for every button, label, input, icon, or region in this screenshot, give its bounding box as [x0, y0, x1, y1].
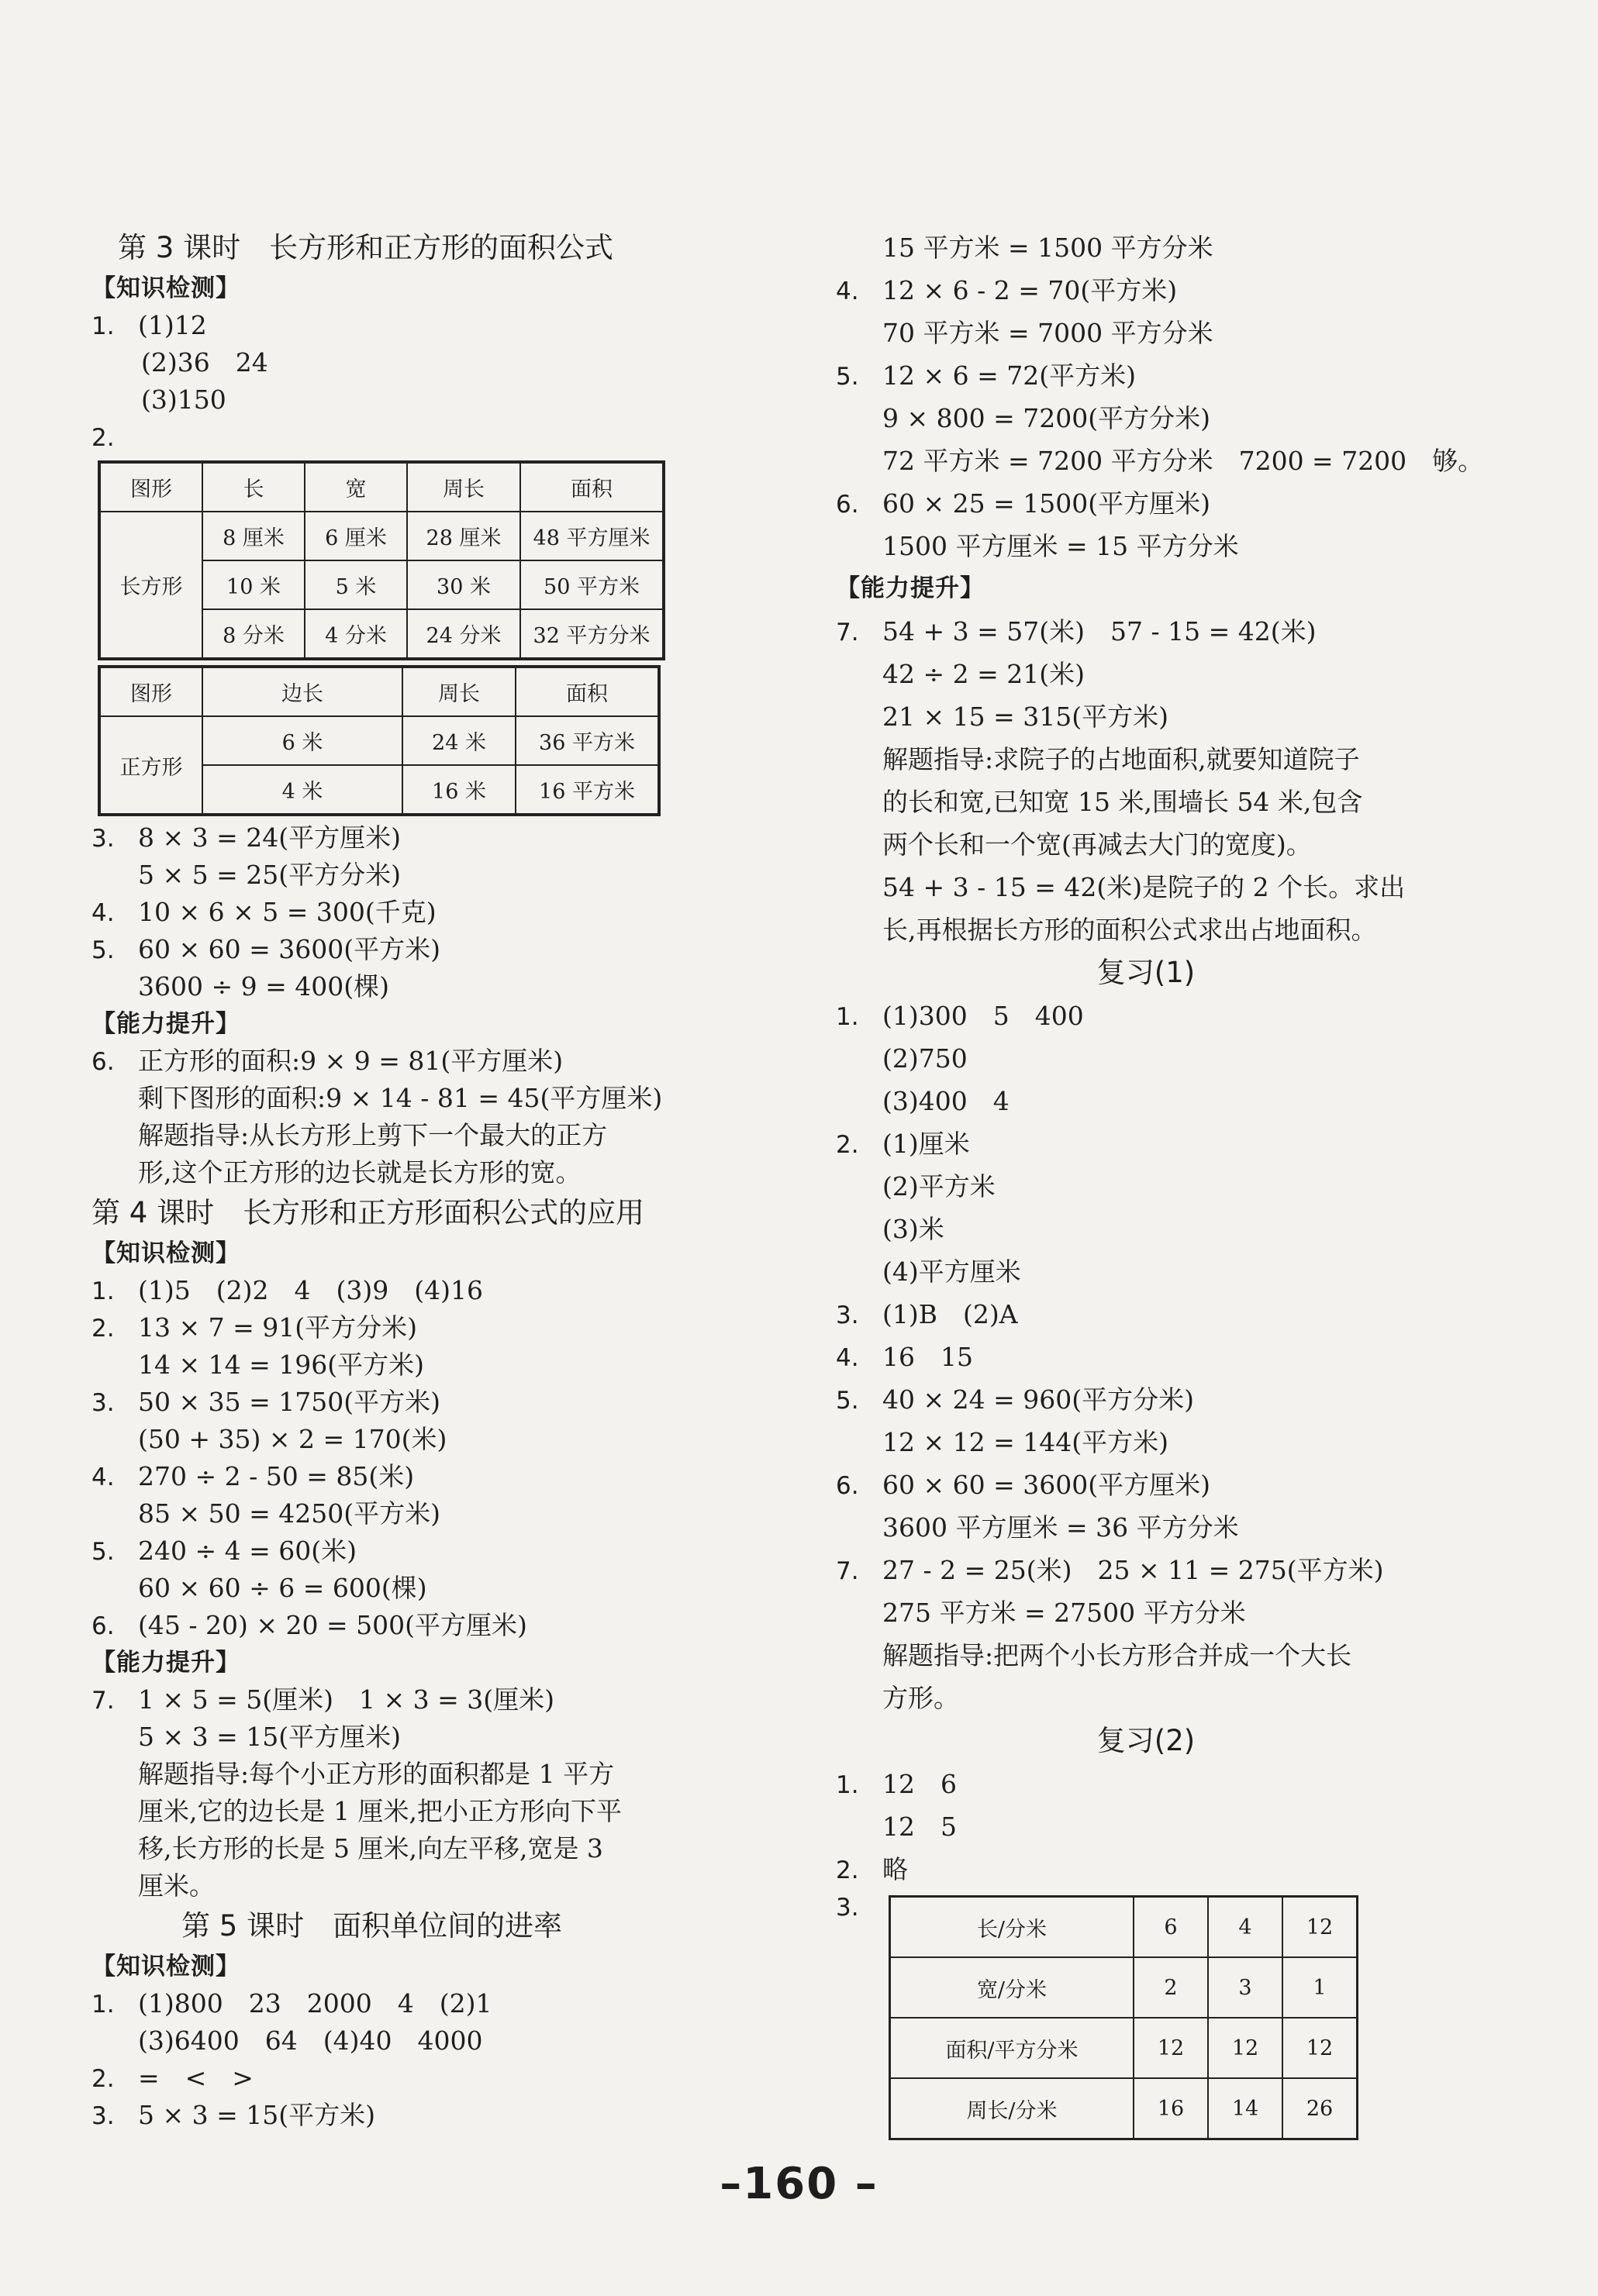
table-header: 长: [202, 462, 305, 512]
table-cell: 长/分米: [890, 1897, 1134, 1958]
answer-line: [836, 1250, 1456, 1293]
answer-text: 21 × 15 = 315(平方米): [882, 702, 1168, 732]
answer-text: 60 × 60 ÷ 6 = 600(棵): [138, 1573, 427, 1603]
answer-line: [91, 1117, 743, 1154]
answer-text: 正方形的面积:9 × 9 = 81(平方厘米): [138, 1046, 564, 1076]
answer-text: (1)5 (2)2 4 (3)9 (4)16: [138, 1275, 483, 1305]
page-number: –160 –: [720, 2159, 878, 2209]
review2-answers: [836, 1763, 1456, 1891]
answer-text: 5 × 5 = 25(平方分米): [138, 860, 401, 890]
answer-text: (4)平方厘米: [882, 1257, 1021, 1287]
table-cell: 16: [1134, 2078, 1208, 2139]
answer-line: [91, 1867, 743, 1905]
answer-line: [836, 1336, 1456, 1378]
answer-line: [836, 1549, 1456, 1591]
answer-text: 形,这个正方形的边长就是长方形的宽。: [138, 1157, 582, 1188]
answer-text: (45 - 20) × 20 = 500(平方厘米): [138, 1610, 527, 1640]
answer-text: 略: [882, 1854, 908, 1884]
q-num: 7.: [836, 619, 859, 646]
answer-text: (2)750: [882, 1043, 968, 1074]
table-cell: 24 米: [402, 716, 516, 765]
q-num: 1.: [91, 1991, 115, 2018]
q-num: 4.: [91, 899, 115, 927]
answer-line: [836, 440, 1484, 482]
answer-text: 3600 平方厘米 = 36 平方分米: [882, 1512, 1239, 1543]
answer-line: [836, 1165, 1456, 1208]
answer-text: 12 6: [882, 1769, 957, 1799]
answer-line: [836, 1591, 1456, 1634]
left-column: [91, 226, 743, 2134]
answer-text: 5 × 3 = 15(平方厘米): [138, 1722, 401, 1752]
answer-line: [91, 1346, 743, 1384]
answer-line: [91, 1681, 743, 1719]
table-header: 图形: [99, 667, 202, 716]
table-cell: 10 米: [202, 560, 305, 609]
answer-text: 方形。: [882, 1683, 959, 1713]
answer-line: [836, 1122, 1456, 1165]
table-cell: 26: [1282, 2078, 1358, 2139]
answer-line: [836, 1506, 1456, 1549]
answer-text: 两个长和一个宽(再减去大门的宽度)。: [882, 829, 1312, 860]
q-num: 4.: [836, 1344, 859, 1372]
answer-line: [91, 1043, 743, 1080]
answer-text: 1 × 5 = 5(厘米) 1 × 3 = 3(厘米): [138, 1684, 554, 1715]
section-ability-l4: 【能力提升】: [91, 1649, 240, 1677]
answer-line: [91, 1756, 743, 1793]
answer-text: (2)平方米: [882, 1171, 996, 1201]
answer-text: 12 × 6 = 72(平方米): [882, 360, 1136, 391]
answer-line: [836, 397, 1456, 440]
lesson5-answers: [91, 1985, 743, 2134]
answer-line: [91, 1458, 743, 1495]
table-cell: 4 米: [202, 765, 402, 815]
answer-line: [91, 2060, 743, 2097]
section-knowledge-l4: 【知识检测】: [91, 1239, 240, 1267]
lesson5-ability: [836, 610, 1456, 951]
table-cell: 8 分米: [202, 609, 305, 659]
answer-text: 厘米。: [138, 1870, 215, 1901]
answer-line: [91, 1570, 743, 1607]
answer-text: (50 + 35) × 2 = 170(米): [138, 1424, 447, 1454]
answer-line: [836, 1677, 1456, 1719]
answer-line: [91, 1495, 743, 1532]
answer-line: [91, 1607, 743, 1644]
q-num: 6.: [836, 1472, 859, 1500]
review2-title: 复习(2): [1096, 1724, 1196, 1757]
answer-line: [836, 1208, 1456, 1250]
answer-text: 12 × 12 = 144(平方米): [882, 1427, 1168, 1457]
answer-text: 12 × 6 - 2 = 70(平方米): [882, 275, 1178, 305]
table-cell: 5 米: [305, 560, 407, 609]
answer-line: [836, 1037, 1456, 1080]
table-header: 周长: [407, 462, 520, 512]
answer-text: 1500 平方厘米 = 15 平方分米: [882, 531, 1239, 561]
review1-title: 复习(1): [1096, 956, 1196, 989]
table-header: 图形: [99, 462, 202, 512]
answer-text: 15 平方米 = 1500 平方分米: [882, 233, 1213, 263]
lesson3-answers: [91, 819, 743, 1005]
table-cell: 32 平方分米: [520, 609, 664, 659]
answer-line: [836, 781, 1456, 823]
q-num: 4.: [91, 1463, 115, 1491]
answer-text: 9 × 800 = 7200(平方分米): [882, 403, 1210, 433]
answer-text: 240 ÷ 4 = 60(米): [138, 1536, 357, 1566]
q-num: 5.: [836, 363, 859, 391]
answer-line: [91, 1080, 743, 1117]
table-cell: 6: [1134, 1897, 1208, 1958]
lesson4-answers: [91, 1272, 743, 1644]
answer-line: [836, 908, 1456, 951]
answer-text: (1)厘米: [882, 1129, 970, 1159]
review2-q3: [836, 1891, 1456, 2140]
table-cell: 50 平方米: [520, 560, 664, 609]
answer-text: 60 × 60 = 3600(平方米): [138, 934, 440, 964]
answer-text: 85 × 50 = 4250(平方米): [138, 1498, 440, 1529]
answer-line: [836, 269, 1456, 312]
table-cell: 12: [1282, 1897, 1358, 1958]
table-cell: 6 米: [202, 716, 402, 765]
answer-line: [91, 1532, 743, 1570]
answer-text: 70 平方米 = 7000 平方分米: [882, 318, 1213, 348]
q-num: 3.: [836, 1301, 859, 1329]
table-cell: 4 分米: [305, 609, 407, 659]
answer-text: 40 × 24 = 960(平方分米): [882, 1384, 1194, 1415]
q-num: 6.: [91, 1612, 115, 1640]
answer-text: (1)800 23 2000 4 (2)1: [138, 1988, 492, 2018]
answer-text: 60 × 25 = 1500(平方厘米): [882, 488, 1210, 519]
q-num: 3.: [91, 2102, 115, 2130]
answer-line: [836, 866, 1456, 908]
answer-text: 13 × 7 = 91(平方分米): [138, 1312, 417, 1343]
answer-text: 剩下图形的面积:9 × 14 - 81 = 45(平方厘米): [138, 1083, 663, 1113]
answer-line: [836, 695, 1456, 738]
rectangle-table: [98, 460, 665, 660]
answer-text: 的长和宽,已知宽 15 米,围墙长 54 米,包含: [882, 787, 1363, 817]
q-num: 1.: [836, 1771, 859, 1799]
table-cell: 2: [1134, 1957, 1208, 2018]
table-cell: 12: [1134, 2018, 1208, 2078]
review-table: [889, 1895, 1358, 2140]
table-cell: 36 平方米: [516, 716, 659, 765]
answer-text: (3)6400 64 (4)40 4000: [138, 2025, 483, 2056]
answer-text: 解题指导:每个小正方形的面积都是 1 平方: [138, 1759, 615, 1789]
q-num: 4.: [836, 278, 859, 305]
shape-cell: 长方形: [99, 512, 202, 659]
answer-text: 8 × 3 = 24(平方厘米): [138, 822, 401, 853]
q-num: 6.: [836, 491, 859, 519]
answer-text: = < >: [138, 2063, 254, 2093]
table-cell: 宽/分米: [890, 1957, 1134, 2018]
table-cell: 面积/平方分米: [890, 2018, 1134, 2078]
answer-line: [91, 968, 743, 1005]
section-knowledge-l5: 【知识检测】: [91, 1953, 240, 1981]
lesson3-ability: [91, 1043, 743, 1191]
q-num: 2.: [836, 1131, 859, 1159]
table-cell: 48 平方厘米: [520, 512, 664, 560]
answer-text: 27 - 2 = 25(米) 25 × 11 = 275(平方米): [882, 1555, 1384, 1585]
answer-line: [836, 653, 1456, 695]
answer-text: 厘米,它的边长是 1 厘米,把小正方形向下平: [138, 1796, 622, 1826]
q-num: 2.: [91, 1315, 115, 1343]
answer-line: [836, 1634, 1456, 1677]
table-cell: 4: [1208, 1897, 1282, 1958]
table-cell: 14: [1208, 2078, 1282, 2139]
q-num: 5.: [91, 936, 115, 964]
answer-text: 16 15: [882, 1342, 973, 1372]
answer-line: [91, 2097, 743, 2134]
q-num: 2.: [91, 424, 115, 452]
answer-line: [836, 995, 1456, 1037]
table-cell: 24 分米: [407, 609, 520, 659]
answer-line: [836, 823, 1456, 866]
answer-text: 42 ÷ 2 = 21(米): [882, 659, 1085, 689]
table-cell: 28 厘米: [407, 512, 520, 560]
answer-line: [836, 1763, 1456, 1805]
table-header: 周长: [402, 667, 516, 716]
answer-line: [836, 525, 1456, 567]
shape-cell: 正方形: [99, 716, 202, 815]
lesson3-title: 第 3 课时 长方形和正方形的面积公式: [118, 231, 614, 264]
answer-line: [91, 1154, 743, 1191]
answer-line: [836, 482, 1456, 525]
table-cell: 12: [1282, 2018, 1358, 2078]
q-num: 5.: [836, 1387, 859, 1415]
answer-line: [836, 1463, 1456, 1506]
square-table: [98, 665, 661, 816]
answer-line: [91, 894, 743, 931]
q-num: 1.: [836, 1003, 859, 1031]
answer-text: 12 5: [882, 1812, 957, 1842]
answer-text: 60 × 60 = 3600(平方厘米): [882, 1470, 1210, 1500]
answer-line: [836, 1293, 1456, 1336]
answer-line: [836, 354, 1456, 397]
answer-text: (3)米: [882, 1214, 944, 1244]
answer-line: [91, 2022, 743, 2060]
answer-text: (1)B (2)A: [882, 1299, 1018, 1329]
lesson5-title: 第 5 课时 面积单位间的进率: [181, 1909, 563, 1943]
answer-line: [91, 1793, 743, 1830]
answer-line: [91, 1421, 743, 1458]
answer-line: [91, 931, 743, 968]
answer-line: [836, 312, 1456, 354]
q-num: 2.: [91, 2065, 115, 2093]
table-cell: 12: [1208, 2018, 1282, 2078]
lesson4-ability: [91, 1681, 743, 1905]
answer-line: [836, 1421, 1456, 1463]
answer-line: [836, 226, 1456, 269]
answer-text: 14 × 14 = 196(平方米): [138, 1350, 424, 1380]
table-cell: 1: [1282, 1957, 1358, 2018]
answer-line: [836, 610, 1456, 653]
answer-line: (3)150: [141, 384, 226, 415]
answer-line: [91, 1384, 743, 1421]
table-cell: 6 厘米: [305, 512, 407, 560]
answer-line: [836, 1080, 1456, 1122]
answer-text: 72 平方米 = 7200 平方分米 7200 = 7200 够。: [882, 446, 1484, 476]
answer-line: [836, 1848, 1456, 1891]
section-ability-l5: 【能力提升】: [836, 574, 985, 602]
q-num: 3.: [91, 825, 115, 853]
table-cell: 16 米: [402, 765, 516, 815]
answer-text: 解题指导:把两个小长方形合并成一个大长: [882, 1640, 1352, 1670]
section-ability-l3: 【能力提升】: [91, 1010, 240, 1038]
answer-line: [836, 1805, 1456, 1848]
answer-line: [91, 1719, 743, 1756]
answer-text: 5 × 3 = 15(平方米): [138, 2100, 375, 2130]
q-num: 3.: [91, 1389, 115, 1417]
table-cell: 30 米: [407, 560, 520, 609]
review1-answers: [836, 995, 1456, 1719]
answer-text: 270 ÷ 2 - 50 = 85(米): [138, 1461, 415, 1491]
answer-text: (3)400 4: [882, 1086, 1010, 1116]
q-num: 2.: [836, 1856, 859, 1884]
table-header: 面积: [516, 667, 659, 716]
table-cell: 16 平方米: [516, 765, 659, 815]
q-num: 6.: [91, 1048, 115, 1076]
answer-text: 54 + 3 - 15 = 42(米)是院子的 2 个长。求出: [882, 872, 1406, 902]
q-num: 1.: [91, 1277, 115, 1305]
answer-line: [836, 738, 1456, 781]
answer-text: 移,长方形的长是 5 厘米,向左平移,宽是 3: [138, 1833, 603, 1863]
answer-text: 长,再根据长方形的面积公式求出占地面积。: [882, 915, 1377, 945]
answer-text: 解题指导:求院子的占地面积,就要知道院子: [882, 744, 1360, 774]
answer-line: [91, 1830, 743, 1867]
lesson4-title: 第 4 课时 长方形和正方形面积公式的应用: [91, 1196, 645, 1229]
answer-line: [91, 819, 743, 857]
q-num: 1.: [91, 312, 115, 340]
answer-text: 50 × 35 = 1750(平方米): [138, 1387, 440, 1417]
table-header: 宽: [305, 462, 407, 512]
answer-line: [91, 1985, 743, 2022]
q-num: 7.: [836, 1557, 859, 1585]
answer-line: (2)36 24: [141, 347, 268, 377]
q-num: 3.: [836, 1894, 859, 1922]
q-num: 7.: [91, 1687, 115, 1715]
table-header: 面积: [520, 462, 664, 512]
q-num: 5.: [91, 1538, 115, 1566]
answer-text: 3600 ÷ 9 = 400(棵): [138, 971, 389, 1001]
table-cell: 8 厘米: [202, 512, 305, 560]
answer-line: [91, 857, 743, 894]
table-cell: 3: [1208, 1957, 1282, 2018]
right-column: [836, 226, 1484, 2140]
answer-text: 解题指导:从长方形上剪下一个最大的正方: [138, 1120, 608, 1150]
answer-text: 10 × 6 × 5 = 300(千克): [138, 897, 437, 927]
answer-text: (1)300 5 400: [882, 1001, 1084, 1031]
answer-line: [91, 1309, 743, 1346]
answer-text: 275 平方米 = 27500 平方分米: [882, 1598, 1246, 1628]
answer-line: [836, 1378, 1456, 1421]
answer-line: (1)12: [138, 310, 207, 340]
section-knowledge-l3: 【知识检测】: [91, 274, 240, 302]
lesson5-continued: [836, 226, 1484, 567]
answer-line: [91, 1272, 743, 1309]
table-cell: 周长/分米: [890, 2078, 1134, 2139]
table-header: 边长: [202, 667, 402, 716]
answer-text: 54 + 3 = 57(米) 57 - 15 = 42(米): [882, 616, 1317, 646]
